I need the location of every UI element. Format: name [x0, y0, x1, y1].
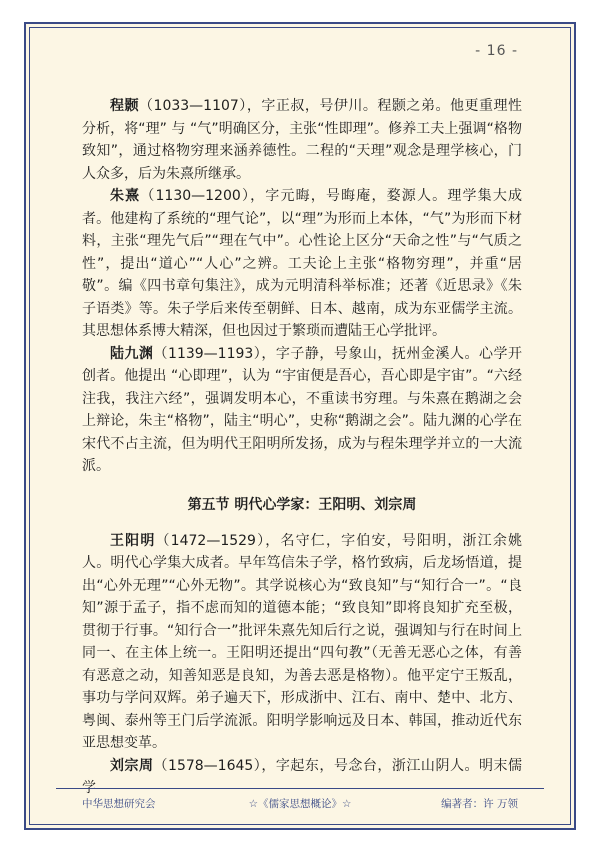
paragraph-cheng-yi: [82, 95, 522, 185]
paragraph-zhu-xi: [82, 185, 522, 343]
footer-book-title: ☆《儒家思想概论》☆: [248, 798, 352, 810]
person-name: 朱熹: [110, 188, 141, 204]
page-number: - 16 -: [475, 43, 518, 59]
footer-organization: 中华思想研究会: [82, 798, 156, 810]
paragraph-lu-jiuyuan: [82, 343, 522, 478]
paragraph-liu-zongzhou: [82, 755, 522, 800]
paragraph-wang-yangming: [82, 530, 522, 755]
paragraph-text: （1139—1193），字子静，号象山，抚州金溪人。心学开创者。他提出 “心即理”，认为 “宇宙便是吾心，吾心即是宇宙”。“六经注我，我注六经”，强调发明本心，不重读书穷理。与朱熹在鹅湖之会上辩论，朱主“格物”，陆主“明心”，史称“鹅湖之会”。陆九渊的心学在宋代不占主流，但为明代王阳明所发扬，成为与程朱理学并立的一大流派。: [82, 345, 522, 474]
person-name: 陆九渊: [110, 345, 154, 362]
paragraph-text: （1472—1529），名守仁，字伯安，号阳明，浙江余姚人。明代心学集大成者。早年笃信朱子学，格竹致病，后龙场悟道，提出“心外无理”“心外无物”。其学说核心为“致良知”与“知行合一”。“良知”源于孟子，指不虑而知的道德本能；“致良知”即将良知扩充至极，贯彻于行事。“知行合一”批评朱熹先知后行之说，强调知与行在时间上同一、在主体上统一。王阳明还提出“四句教”（无善无恶心之体，有善有恶意之动，知善知恶是良知，为善去恶是格物）。他平定宁王叛乱，事功与学问双辉。弟子遍天下，形成浙中、江右、南中、楚中、北方、粤闽、泰州等王门后学流派。阳明学影响远及日本、韩国，推动近代东亚思想变革。: [82, 532, 522, 751]
paragraph-text: （1130—1200），字元晦，号晦庵，婺源人。理学集大成者。他建构了系统的“理气论”，以“理”为形而上本体，“气”为形而下材料，主张“理先气后”“理在气中”。心性论上区分“天命之性”与“气质之性”，提出“道心”“人心”之辨。工夫论上主张“格物穷理”，并重“居敬”。编《四书章句集注》，成为元明清科举标准；还著《近思录》《朱子语类》等。朱子学后来传至朝鲜、日本、越南，成为东亚儒学主流。其思想体系博大精深，但也因过于繁琐而遭陆王心学批评。: [82, 188, 522, 339]
person-name: 程颢: [110, 98, 140, 114]
person-name: 王阳明: [110, 532, 156, 549]
paragraph-text: （1578—1645），字起东，号念台，浙江山阴人。明末儒学: [82, 757, 522, 796]
footer-divider: [56, 788, 544, 789]
page-body: [82, 95, 522, 800]
person-name: 刘宗周: [110, 757, 154, 774]
footer-author: 编著者：许 万领: [441, 798, 518, 810]
page-frame: [24, 22, 576, 830]
section-heading: 第五节 明代心学家：王阳明、刘宗周: [187, 496, 417, 513]
paragraph-text: （1033—1107），字正叔，号伊川。程颢之弟。他更重理性分析，将“理” 与 “气”明确区分，主张“性即理”。修养工夫上强调“格物致知”，通过格物穷理来涵养德性。二程的“天理”观念是理学核心，门人众多，后为朱熹所继承。: [82, 98, 523, 182]
